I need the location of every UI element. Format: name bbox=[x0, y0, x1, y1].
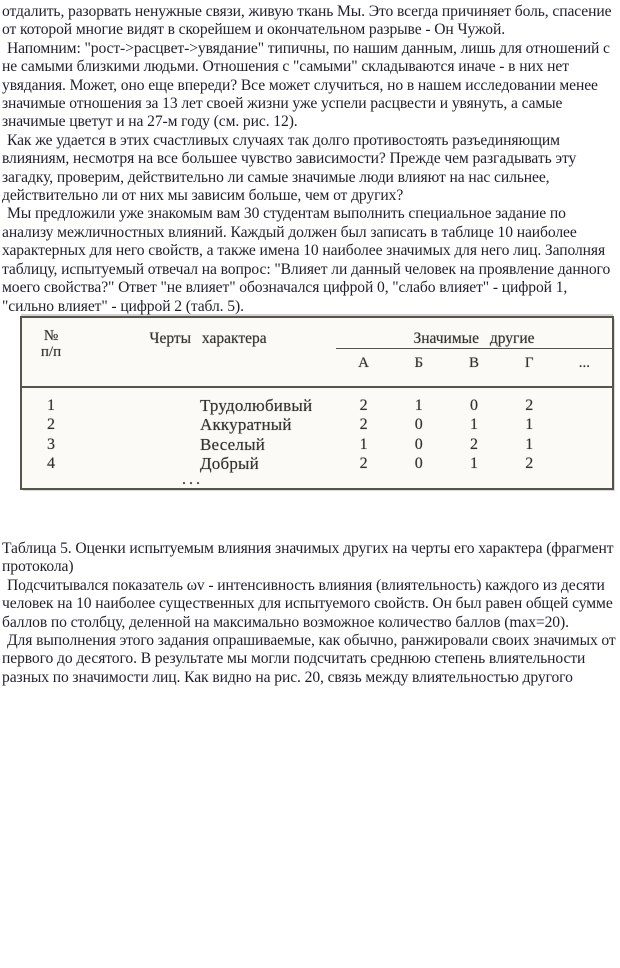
cell-value: 0 bbox=[414, 416, 423, 434]
row-number: 2 bbox=[47, 416, 55, 434]
table-header-group-title: Значимые другие bbox=[413, 329, 535, 347]
row-values bbox=[336, 415, 612, 435]
table-row bbox=[22, 415, 612, 435]
paragraph-cutoff: Для выполнения этого задания опрашиваемые, как обычно, ранжировали своих значимых от первого до десятого. В результате мы могли подсчитать среднюю степень влиятельности разных по значимости лиц. Как видно на рис. 20, связь между влиятельностью другого bbox=[2, 631, 616, 686]
group-underline bbox=[336, 348, 612, 349]
cell-empty bbox=[557, 396, 612, 416]
cell-value: 2 bbox=[359, 416, 368, 434]
cell-value: 0 bbox=[414, 455, 423, 473]
paragraph-continuation: отдалить, разорвать ненужные связи, живую ткань Мы. Это всегда причиняет боль, спасение от которой многие видят в скорейшем и окончательном разрыве - Он Чужой. bbox=[2, 3, 612, 39]
cell-empty bbox=[557, 435, 612, 455]
table-header-no-pp: п/п bbox=[40, 343, 62, 360]
paragraph: Мы предложили уже знакомым вам 30 студентам выполнить специальное задание по анализу межличностных влияний. Каждый должен был записать в таблице 10 наиболее характерных для него свойств, а также имена 10 наиболее значимых для него лиц. Заполняя таблицу, испытуемый отвечал на вопрос: "Влияет ли данный человек на проявление данного моего свойства?" Ответ "не влияет" обозначался цифрой 0, "слабо влияет" - цифрой 1, "сильно влияет" - цифрой 2 (табл. 5). bbox=[2, 205, 611, 315]
paragraph: Как же удается в этих счастливых случаях так долго противостоять разъединяющим влияниям, несмотря на все большее чувство зависимости? Прежде чем разгадывать эту загадку, проверим, действительно ли самые значимые люди влияют на нас сильнее, действительно ли от них мы зависим больше, чем от других? bbox=[2, 131, 577, 205]
table-header-number-column bbox=[22, 318, 80, 386]
table-header-no-sign: № bbox=[43, 327, 59, 344]
row-values bbox=[336, 435, 612, 455]
table-header-traits: Черты характера bbox=[149, 329, 267, 347]
cell-empty bbox=[557, 454, 612, 474]
cell-value: 0 bbox=[470, 396, 478, 414]
subcol-ellipsis: ... bbox=[578, 354, 591, 371]
table-row bbox=[22, 435, 612, 455]
row-values bbox=[336, 396, 612, 416]
subcol-a: А bbox=[358, 354, 370, 371]
subcol-b: Б bbox=[414, 354, 424, 371]
cell-empty bbox=[557, 415, 612, 435]
row-values bbox=[336, 454, 612, 474]
subcol-g: Г bbox=[524, 354, 534, 371]
cell-value: 1 bbox=[525, 416, 534, 434]
cell-value: 2 bbox=[525, 396, 534, 414]
cell-value: 0 bbox=[414, 435, 423, 453]
protocol-table-scan bbox=[20, 316, 614, 490]
subcol-v: В bbox=[469, 354, 480, 371]
table-header bbox=[22, 318, 612, 388]
row-number: 4 bbox=[47, 455, 55, 473]
table-subheader bbox=[336, 355, 612, 372]
cell-value: 1 bbox=[470, 416, 478, 434]
row-trait: Аккуратный bbox=[200, 415, 292, 435]
cell-value: 2 bbox=[525, 455, 534, 473]
cell-value: 1 bbox=[359, 435, 368, 453]
cell-value: 2 bbox=[470, 435, 478, 453]
table-row bbox=[22, 396, 612, 416]
cell-value: 1 bbox=[470, 455, 478, 473]
row-number: 1 bbox=[47, 396, 55, 414]
row-number: 3 bbox=[47, 435, 55, 453]
table-body bbox=[22, 388, 612, 488]
paragraph: Напомним: "рост->расцвет->увядание" типичны, по нашим данным, лишь для отношений с не самыми близкими людьми. Отношения с "самыми" складываются иначе - в них нет увядания. Может, оно еще впереди? Все может случиться, но в нашем исследовании менее значимые отношения за 13 лет своей жизни уже успели расцвести и увянуть, а самые значимые цветут и на 27-м году (см. рис. 12). bbox=[2, 39, 610, 131]
table-caption: Таблица 5. Оценки испытуемым влияния значимых других на черты его характера (фрагмент протокола) bbox=[2, 539, 614, 576]
cell-value: 2 bbox=[359, 455, 368, 473]
cell-value: 1 bbox=[525, 435, 534, 453]
table-ellipsis-row: ... bbox=[182, 470, 203, 488]
cell-value: 2 bbox=[359, 396, 368, 414]
row-trait: Добрый bbox=[200, 454, 259, 474]
cell-value: 1 bbox=[414, 396, 423, 414]
table-row bbox=[22, 454, 612, 474]
row-trait: Трудолюбивый bbox=[200, 395, 313, 415]
table-header-group bbox=[336, 318, 612, 386]
row-trait: Веселый bbox=[200, 434, 266, 454]
paragraph: Подсчитывался показатель ωv - интенсивность влияния (влиятельность) каждого из десяти человек на 10 наиболее существенных для испытуемого свойств. Он был равен общей сумме баллов по столбцу, деленной на максимально возможное количество баллов (max=20). bbox=[2, 576, 613, 631]
